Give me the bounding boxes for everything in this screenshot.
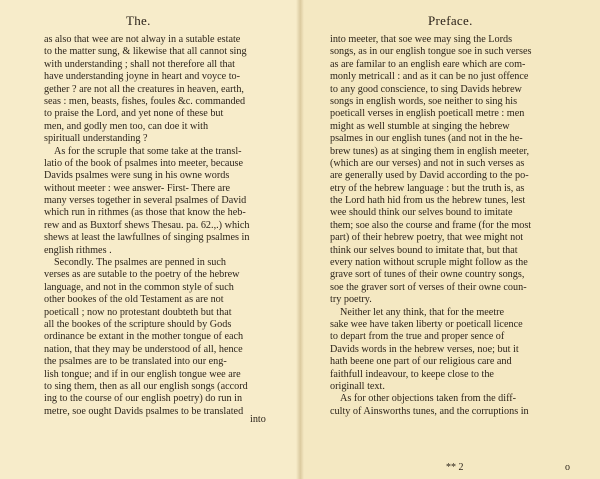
text-line: all the bookes of the scripture should by Gods <box>44 318 232 330</box>
text-line: spirituall understanding ? <box>44 133 148 145</box>
text-line: to the matter sung, & likewise that all cannot sing <box>44 46 247 58</box>
text-line: men, and godly men too, can doe it with <box>44 120 209 132</box>
text-line: language, and not in the common style of such <box>44 281 234 293</box>
text-line: might as well stumble at singing the hebrew <box>330 120 510 132</box>
text-line: seas : men, beasts, fishes, foules &c. commanded <box>44 95 246 107</box>
text-line: to praise the Lord, and yet none of these but <box>44 108 224 120</box>
signature-mark: ** 2 <box>446 462 464 473</box>
text-line: As for the scruple that some take at the transl- <box>54 145 242 157</box>
right-running-header: Preface. <box>428 13 473 28</box>
right-catchword: o <box>565 462 570 473</box>
text-line: think our selves bound to imitate that, but that <box>330 244 518 256</box>
text-line: them; soe also the course and frame (for the most <box>330 219 532 231</box>
text-line: poeticall verses in english poeticall metre : men <box>330 108 525 120</box>
text-line: nation, that they may be understood of all, hence <box>44 343 243 355</box>
text-line: songs in english words, soe neither to sing his <box>330 95 518 107</box>
text-line: to sing them, then as all our english songs (accord <box>44 380 248 392</box>
text-line: into meeter, that soe wee may sing the Lords <box>330 34 513 45</box>
text-line: every nation without scruple might follow as the <box>330 257 528 269</box>
left-running-header: The. <box>126 13 151 28</box>
text-line: verses as are sutable to the poetry of the hebrew <box>44 269 240 281</box>
text-line: monly metricall : and as it can be no just offence <box>330 71 529 83</box>
text-line: which run in rithmes (as those that know the heb- <box>44 207 246 219</box>
text-line: Neither let any think, that for the meetre <box>340 306 505 318</box>
text-line: part) of their hebrew poetry, that wee might not <box>330 232 524 244</box>
text-line: rew and as Buxtorf shews Thesau. pa. 62.,.) which <box>44 219 250 231</box>
text-line: As for other objections taken from the diff- <box>340 393 517 405</box>
text-line: wee should think our selves bound to imitate <box>330 207 513 219</box>
text-line: etry of the hebrew language : but the truth is, as <box>330 182 525 194</box>
text-line: latio of the book of psalmes into meeter, because <box>44 157 244 169</box>
text-line: try poetry. <box>330 294 372 306</box>
text-line: are generally used by David according to the po- <box>330 170 529 182</box>
text-line: ordinance be extant in the mother tongue of each <box>44 331 244 343</box>
text-line: brew tunes) as at singing them in english meeter, <box>330 145 530 157</box>
text-line: with understanding ; shall not therefore all that <box>44 58 235 70</box>
text-line: lish tongue; and if in our english tongue wee are <box>44 368 241 380</box>
text-line: culty of Ainsworths tunes, and the corruptions in <box>330 405 529 417</box>
text-line: other bookes of the old Testament as are not <box>44 294 224 306</box>
text-line: to depart from the true and proper sence of <box>330 331 505 343</box>
text-line: originall text. <box>330 380 385 392</box>
text-line: faithfull indeavour, to keepe close to the <box>330 368 494 380</box>
text-line: Secondly. The psalmes are penned in such <box>54 257 227 269</box>
text-line: the Lord hath hid from us the hebrew tunes, lest <box>330 195 526 207</box>
text-line: as also that wee are not alway in a sutable estate <box>44 34 241 45</box>
right-page <box>300 0 600 479</box>
book-gutter <box>296 0 304 479</box>
text-line: have understanding joyne in heart and voyce to- <box>44 71 241 83</box>
text-line: ing to the course of our english poetry) do run in <box>44 393 243 405</box>
text-line: metre, soe ought Davids psalmes to be translated <box>44 405 244 417</box>
text-line: (which are our verses) and not in such verses as <box>330 157 525 169</box>
text-line: poeticall ; now no protestant doubteth but that <box>44 306 232 318</box>
right-page-body <box>330 34 576 418</box>
text-line: without meeter : wee answer- First- There are <box>44 182 231 194</box>
text-line: hath beene one part of our religious care and <box>330 356 512 368</box>
text-line: sake wee have taken liberty or poeticall licence <box>330 318 523 330</box>
left-page-body <box>44 34 284 418</box>
text-line: many verses together in several psalmes of David <box>44 195 247 207</box>
text-line: Davids words in the hebrew verses, noe; but it <box>330 343 519 355</box>
text-line: as are familar to an english eare which are com- <box>330 58 526 70</box>
text-line: soe the graver sort of verses of their owne coun- <box>330 281 527 293</box>
right-page-footer <box>330 462 576 474</box>
text-line: english rithmes . <box>44 244 112 256</box>
text-line: shews at least the lawfullnes of singing psalmes in <box>44 232 250 244</box>
left-catchword: into <box>250 414 266 425</box>
text-line: the psalmes are to be translated into our eng- <box>44 356 227 368</box>
text-line: to any good conscience, to sing Davids hebrew <box>330 83 522 95</box>
text-line: psalmes in our english tunes (and not in the he- <box>330 133 523 145</box>
text-line: grave sort of tunes of their owne country songs, <box>330 269 525 281</box>
text-line: gether ? are not all the creatures in heaven, earth, <box>44 83 244 95</box>
text-line: Davids psalmes were sung in his owne words <box>44 170 230 182</box>
text-line: songs, as in our english tongue soe in such verses <box>330 46 532 58</box>
